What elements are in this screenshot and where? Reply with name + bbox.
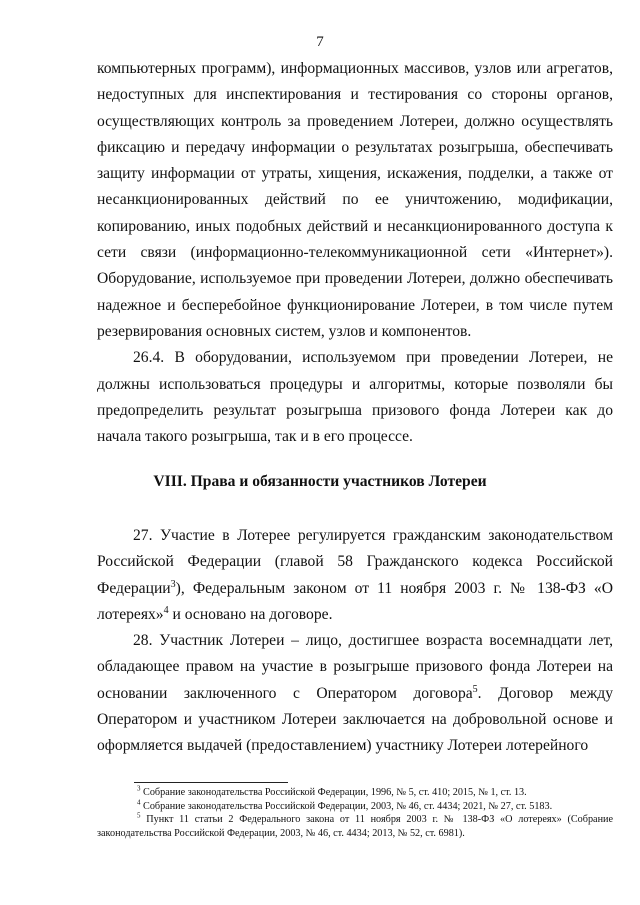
paragraph-27-text-3: и основано на договоре. <box>168 605 333 623</box>
section-heading: VIII. Права и обязанности участников Лотереи <box>153 473 487 490</box>
paragraph-28-text-1: 28. Участник Лотереи – лицо, достигшее возраста восемнадцати лет, обладающее правом на участие в розыгрыше призового фонда Лотереи на основании заключенного с Оператором договора <box>97 632 613 702</box>
paragraph-27-text-2: ), Федеральным законом от 11 ноября 2003 г. № 138-ФЗ «О лотереях» <box>97 579 613 623</box>
footnote-number-5: 5 <box>137 811 141 820</box>
footnote-text-3: Собрание законодательства Российской Федерации, 1996, № 5, ст. 410; 2015, № 1, ст. 13. <box>140 787 527 798</box>
footnote-ref-4: 4 <box>163 604 169 616</box>
footnote-text-5: Пункт 11 статьи 2 Федерального закона от 11 ноября 2003 г. № 138-ФЗ «О лотереях» (Собрание законодательства Российской Федерации, 2003, № 46, ст. 4434; 2013, № 52, ст. 6981). <box>97 814 613 839</box>
footnote-number-3: 3 <box>137 784 141 793</box>
footnote-3 <box>97 786 613 800</box>
footnotes <box>97 786 613 840</box>
footnote-text-4: Собрание законодательства Российской Федерации, 2003, № 46, ст. 4434; 2021, № 27, ст. 5183. <box>140 800 553 812</box>
paragraph-27 <box>97 523 613 628</box>
page-number: 7 <box>316 34 324 50</box>
footnote-4 <box>97 800 613 814</box>
paragraph-27-text-1: 27. Участие в Лотерее регулируется гражданским законодательством Российской Федерации (главой 58 Гражданского кодекса Российской Федерации <box>97 527 613 597</box>
footnote-number-4: 4 <box>137 798 141 807</box>
footnote-5 <box>97 813 613 840</box>
paragraph-28-text-2: . Договор между Оператором и участником Лотереи заключается на добровольной основе и оформляется выдачей (предоставлением) участнику Лотереи лотерейного <box>97 684 613 755</box>
text-block-bottom <box>97 523 613 760</box>
paragraph-28 <box>97 628 613 759</box>
paragraph-26-4: 26.4. В оборудовании, используемом при проведении Лотереи, не должны использоваться процедуры и алгоритмы, которые позволяли бы предопределить результат розыгрыша призового фонда Лотереи как до начала такого розыгрыша, так и в его процессе. <box>97 349 613 446</box>
footnote-ref-5: 5 <box>472 683 478 695</box>
footnote-separator <box>134 782 288 783</box>
text-block-top <box>97 56 613 450</box>
footnote-ref-3: 3 <box>170 578 176 590</box>
paragraph-26-3-continuation: компьютерных программ), информационных массивов, узлов или агрегатов, недоступных для инспектирования и тестирования со стороны органов, осуществляющих контроль за проведением Лотереи, должно осуществлять фиксацию и передачу информации о результатах розыгрыша, обеспечивать защиту информации от утраты, хищения, искажения, подделки, а также от несанкционированных действий по ее уничтожению, модификации, копированию, иных подобных действий и несанкционированного доступа к сети связи (информационно-телекоммуникационной сети «Интернет»). Оборудование, используемое при проведении Лотереи, должно обеспечивать надежное и бесперебойное функционирование Лотереи, в том числе путем резервирования основных систем, узлов и компонентов. <box>97 60 613 340</box>
